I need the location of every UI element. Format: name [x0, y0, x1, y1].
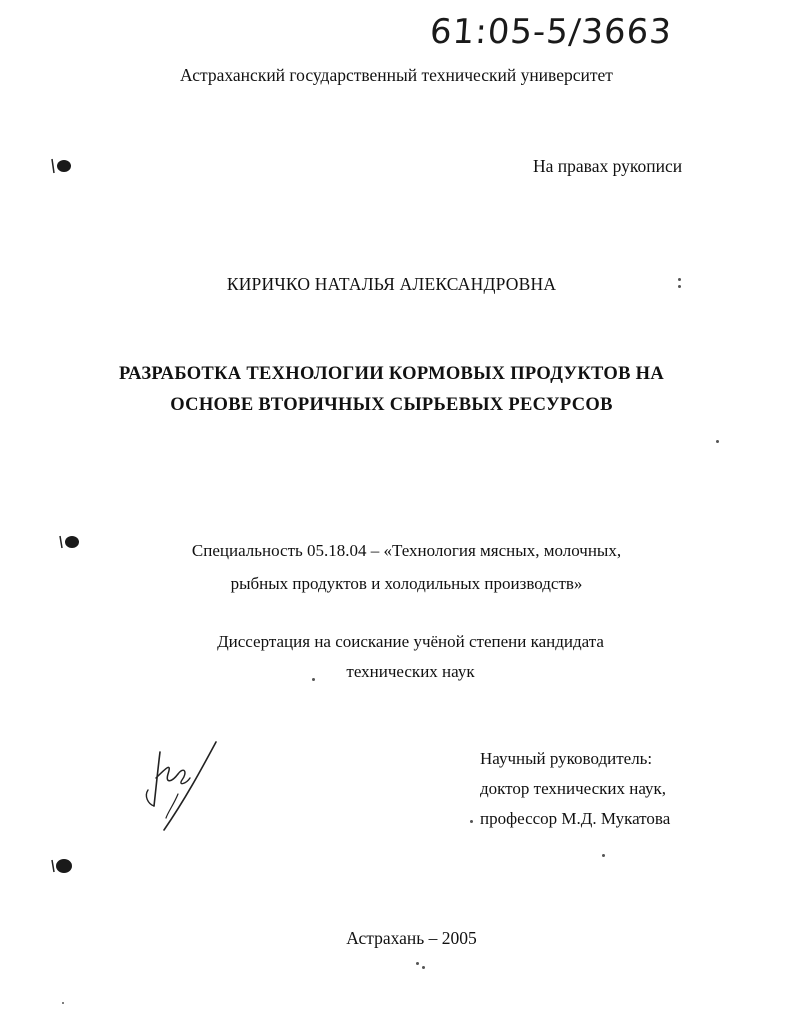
binding-hole-mark-icon: [50, 156, 74, 176]
degree-line-1: Диссертация на соискание учёной степени кандидата: [217, 632, 604, 651]
specialty-line-2: рыбных продуктов и холодильных производств»: [230, 574, 583, 593]
thesis-title-line-2: ОСНОВЕ ВТОРИЧНЫХ СЫРЬЕВЫХ РЕСУРСОВ: [170, 395, 613, 415]
binding-hole-mark-icon: [50, 856, 74, 876]
supervisor-degree: доктор технических наук,: [480, 779, 667, 798]
scan-speck: [312, 678, 315, 681]
university-name: Астраханский государственный технический университет: [180, 65, 613, 85]
scan-speck: [470, 820, 473, 823]
supervisor-label: Научный руководитель:: [480, 749, 653, 768]
author-name: КИРИЧКО НАТАЛЬЯ АЛЕКСАНДРОВНА: [226, 274, 557, 294]
supervisor-name: профессор М.Д. Мукатова: [480, 809, 671, 828]
signature-icon: [138, 738, 228, 834]
thesis-title-line-1: РАЗРАБОТКА ТЕХНОЛОГИИ КОРМОВЫХ ПРОДУКТОВ НА: [118, 364, 665, 384]
specialty-line-1: Специальность 05.18.04 – «Технология мясных, молочных,: [191, 541, 622, 560]
degree-line-2: технических наук: [346, 662, 475, 681]
scan-speck: [422, 966, 425, 969]
scan-speck: [716, 440, 719, 443]
binding-hole-mark-icon: [58, 532, 82, 552]
city-year: Астрахань – 2005: [346, 928, 477, 948]
library-code-handwritten: 61:05-5/3663: [428, 12, 674, 52]
scan-speck: [678, 285, 681, 288]
scan-speck: [602, 854, 605, 857]
scan-speck: [62, 1002, 64, 1004]
manuscript-rights-label: На правах рукописи: [533, 156, 683, 176]
scan-speck: [416, 962, 419, 965]
scan-speck: [678, 278, 681, 281]
